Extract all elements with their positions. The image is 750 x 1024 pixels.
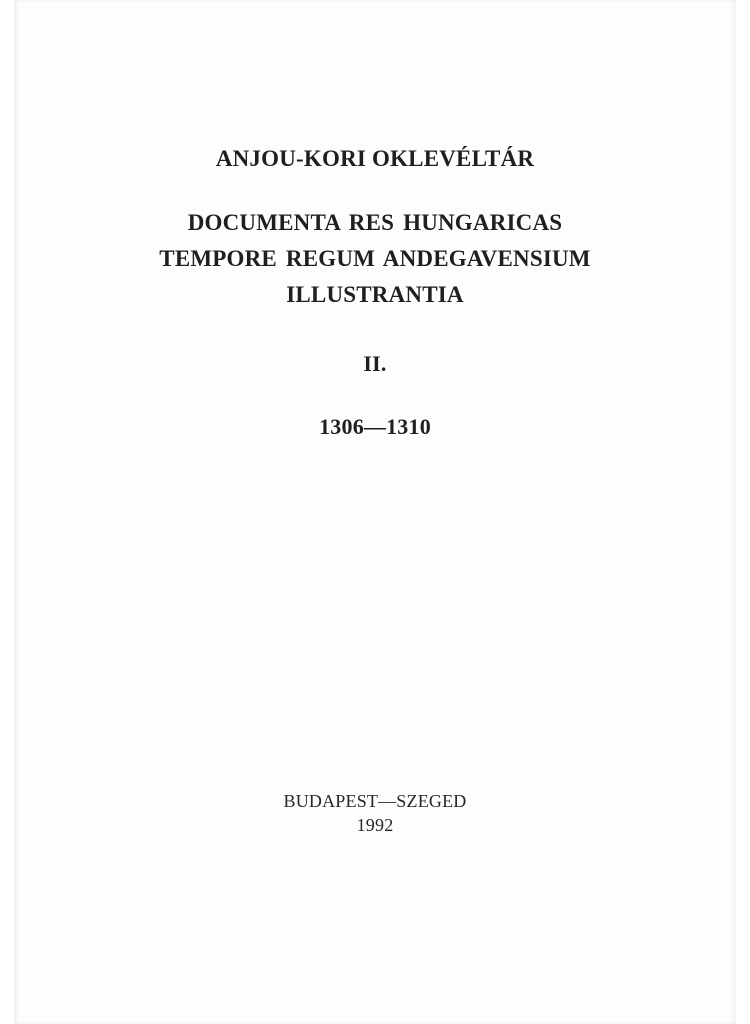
series-title: ANJOU-KORI OKLEVÉLTÁR xyxy=(215,146,535,171)
publication-place: BUDAPEST—SZEGED xyxy=(283,791,467,811)
publication-year: 1992 xyxy=(356,815,394,835)
latin-title-line-3: ILLUSTRANTIA xyxy=(286,282,464,307)
year-range: 1306—1310 xyxy=(319,414,431,439)
latin-title-line-1: DOCUMENTA RES HUNGARICAS xyxy=(187,210,563,235)
volume-number: II. xyxy=(363,351,387,376)
latin-title-line-2: TEMPORE REGUM ANDEGAVENSIUM xyxy=(159,246,591,271)
